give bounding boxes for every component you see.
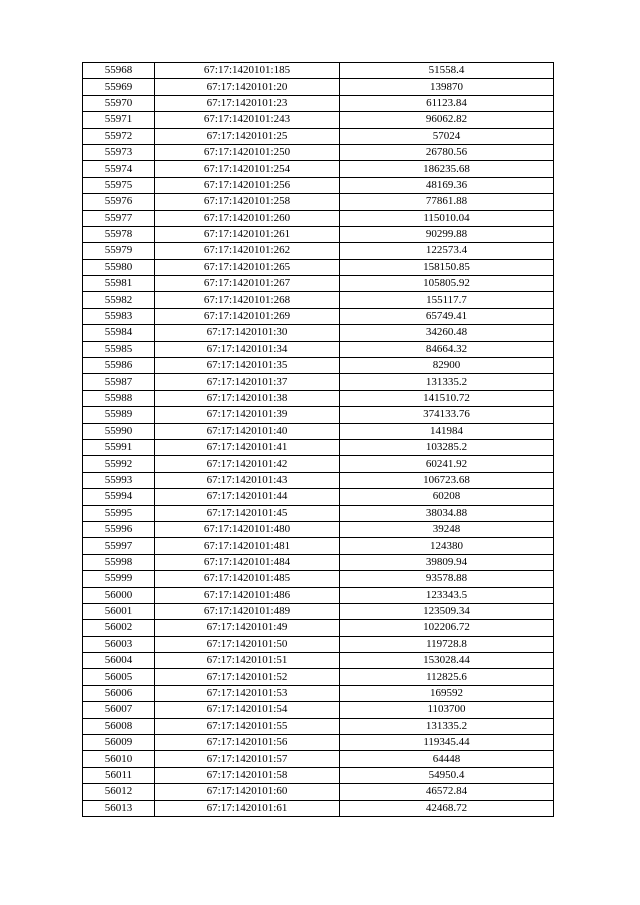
row-number-cell: 56010 xyxy=(83,751,155,767)
table-row xyxy=(83,407,554,423)
value-cell: 90299.88 xyxy=(340,226,554,242)
row-number-cell: 56000 xyxy=(83,587,155,603)
table-row xyxy=(83,636,554,652)
value-cell: 64448 xyxy=(340,751,554,767)
value-cell: 139870 xyxy=(340,79,554,95)
cadastral-number-cell: 67:17:1420101:54 xyxy=(155,702,340,718)
value-cell: 34260.48 xyxy=(340,325,554,341)
value-cell: 374133.76 xyxy=(340,407,554,423)
cadastral-number-cell: 67:17:1420101:56 xyxy=(155,735,340,751)
table-row xyxy=(83,144,554,160)
cadastral-number-cell: 67:17:1420101:480 xyxy=(155,521,340,537)
table-row xyxy=(83,325,554,341)
table-row xyxy=(83,161,554,177)
cadastral-number-cell: 67:17:1420101:185 xyxy=(155,63,340,79)
cadastral-number-cell: 67:17:1420101:489 xyxy=(155,603,340,619)
table-row xyxy=(83,63,554,79)
cadastral-number-cell: 67:17:1420101:37 xyxy=(155,374,340,390)
value-cell: 57024 xyxy=(340,128,554,144)
value-cell: 105805.92 xyxy=(340,276,554,292)
value-cell: 131335.2 xyxy=(340,718,554,734)
table-row xyxy=(83,439,554,455)
value-cell: 119345.44 xyxy=(340,735,554,751)
value-cell: 39248 xyxy=(340,521,554,537)
row-number-cell: 55970 xyxy=(83,95,155,111)
value-cell: 46572.84 xyxy=(340,784,554,800)
cadastral-number-cell: 67:17:1420101:269 xyxy=(155,308,340,324)
cadastral-number-cell: 67:17:1420101:44 xyxy=(155,489,340,505)
value-cell: 60208 xyxy=(340,489,554,505)
value-cell: 155117.7 xyxy=(340,292,554,308)
table-row xyxy=(83,735,554,751)
row-number-cell: 55982 xyxy=(83,292,155,308)
row-number-cell: 55990 xyxy=(83,423,155,439)
table-row xyxy=(83,538,554,554)
row-number-cell: 55976 xyxy=(83,194,155,210)
row-number-cell: 56009 xyxy=(83,735,155,751)
cadastral-number-cell: 67:17:1420101:45 xyxy=(155,505,340,521)
cadastral-number-cell: 67:17:1420101:260 xyxy=(155,210,340,226)
cadastral-number-cell: 67:17:1420101:481 xyxy=(155,538,340,554)
row-number-cell: 55974 xyxy=(83,161,155,177)
cadastral-number-cell: 67:17:1420101:60 xyxy=(155,784,340,800)
table-row xyxy=(83,702,554,718)
row-number-cell: 56006 xyxy=(83,685,155,701)
cadastral-number-cell: 67:17:1420101:261 xyxy=(155,226,340,242)
row-number-cell: 55977 xyxy=(83,210,155,226)
cadastral-number-cell: 67:17:1420101:38 xyxy=(155,390,340,406)
cadastral-number-cell: 67:17:1420101:486 xyxy=(155,587,340,603)
cadastral-number-cell: 67:17:1420101:256 xyxy=(155,177,340,193)
row-number-cell: 55991 xyxy=(83,439,155,455)
row-number-cell: 56001 xyxy=(83,603,155,619)
row-number-cell: 56013 xyxy=(83,800,155,816)
row-number-cell: 55997 xyxy=(83,538,155,554)
value-cell: 65749.41 xyxy=(340,308,554,324)
table-row xyxy=(83,587,554,603)
cadastral-number-cell: 67:17:1420101:43 xyxy=(155,472,340,488)
table-row xyxy=(83,308,554,324)
cadastral-value-table xyxy=(82,62,554,817)
value-cell: 96062.82 xyxy=(340,112,554,128)
row-number-cell: 56002 xyxy=(83,620,155,636)
row-number-cell: 55971 xyxy=(83,112,155,128)
cadastral-number-cell: 67:17:1420101:35 xyxy=(155,358,340,374)
row-number-cell: 55994 xyxy=(83,489,155,505)
value-cell: 26780.56 xyxy=(340,144,554,160)
cadastral-number-cell: 67:17:1420101:30 xyxy=(155,325,340,341)
cadastral-number-cell: 67:17:1420101:39 xyxy=(155,407,340,423)
cadastral-number-cell: 67:17:1420101:23 xyxy=(155,95,340,111)
cadastral-number-cell: 67:17:1420101:40 xyxy=(155,423,340,439)
table-row xyxy=(83,341,554,357)
value-cell: 131335.2 xyxy=(340,374,554,390)
table-row xyxy=(83,243,554,259)
value-cell: 61123.84 xyxy=(340,95,554,111)
row-number-cell: 55968 xyxy=(83,63,155,79)
row-number-cell: 55987 xyxy=(83,374,155,390)
table-body xyxy=(83,63,554,817)
row-number-cell: 56008 xyxy=(83,718,155,734)
table-row xyxy=(83,128,554,144)
cadastral-number-cell: 67:17:1420101:55 xyxy=(155,718,340,734)
cadastral-number-cell: 67:17:1420101:51 xyxy=(155,653,340,669)
value-cell: 141510.72 xyxy=(340,390,554,406)
cadastral-number-cell: 67:17:1420101:485 xyxy=(155,571,340,587)
cadastral-number-cell: 67:17:1420101:50 xyxy=(155,636,340,652)
cadastral-number-cell: 67:17:1420101:25 xyxy=(155,128,340,144)
table-row xyxy=(83,489,554,505)
row-number-cell: 55983 xyxy=(83,308,155,324)
value-cell: 84664.32 xyxy=(340,341,554,357)
table-row xyxy=(83,292,554,308)
cadastral-number-cell: 67:17:1420101:49 xyxy=(155,620,340,636)
cadastral-number-cell: 67:17:1420101:250 xyxy=(155,144,340,160)
cadastral-number-cell: 67:17:1420101:52 xyxy=(155,669,340,685)
row-number-cell: 55984 xyxy=(83,325,155,341)
value-cell: 119728.8 xyxy=(340,636,554,652)
row-number-cell: 55979 xyxy=(83,243,155,259)
value-cell: 122573.4 xyxy=(340,243,554,259)
row-number-cell: 55996 xyxy=(83,521,155,537)
cadastral-number-cell: 67:17:1420101:20 xyxy=(155,79,340,95)
cadastral-number-cell: 67:17:1420101:243 xyxy=(155,112,340,128)
table-row xyxy=(83,390,554,406)
value-cell: 123343.5 xyxy=(340,587,554,603)
row-number-cell: 55973 xyxy=(83,144,155,160)
row-number-cell: 55989 xyxy=(83,407,155,423)
row-number-cell: 55992 xyxy=(83,456,155,472)
row-number-cell: 55969 xyxy=(83,79,155,95)
table-row xyxy=(83,620,554,636)
cadastral-number-cell: 67:17:1420101:265 xyxy=(155,259,340,275)
table-row xyxy=(83,194,554,210)
table-row xyxy=(83,603,554,619)
cadastral-number-cell: 67:17:1420101:41 xyxy=(155,439,340,455)
value-cell: 38034.88 xyxy=(340,505,554,521)
row-number-cell: 56004 xyxy=(83,653,155,669)
value-cell: 54950.4 xyxy=(340,767,554,783)
value-cell: 102206.72 xyxy=(340,620,554,636)
row-number-cell: 55988 xyxy=(83,390,155,406)
row-number-cell: 55999 xyxy=(83,571,155,587)
table-row xyxy=(83,751,554,767)
row-number-cell: 56011 xyxy=(83,767,155,783)
value-cell: 106723.68 xyxy=(340,472,554,488)
table-row xyxy=(83,210,554,226)
cadastral-number-cell: 67:17:1420101:262 xyxy=(155,243,340,259)
value-cell: 115010.04 xyxy=(340,210,554,226)
cadastral-number-cell: 67:17:1420101:57 xyxy=(155,751,340,767)
table-row xyxy=(83,79,554,95)
table-row xyxy=(83,112,554,128)
table-row xyxy=(83,226,554,242)
table-row xyxy=(83,456,554,472)
value-cell: 39809.94 xyxy=(340,554,554,570)
cadastral-number-cell: 67:17:1420101:254 xyxy=(155,161,340,177)
value-cell: 112825.6 xyxy=(340,669,554,685)
table-row xyxy=(83,784,554,800)
value-cell: 103285.2 xyxy=(340,439,554,455)
cadastral-number-cell: 67:17:1420101:58 xyxy=(155,767,340,783)
row-number-cell: 56003 xyxy=(83,636,155,652)
table-row xyxy=(83,95,554,111)
value-cell: 42468.72 xyxy=(340,800,554,816)
table-row xyxy=(83,718,554,734)
row-number-cell: 55980 xyxy=(83,259,155,275)
table-row xyxy=(83,685,554,701)
table-row xyxy=(83,374,554,390)
value-cell: 1103700 xyxy=(340,702,554,718)
value-cell: 93578.88 xyxy=(340,571,554,587)
cadastral-number-cell: 67:17:1420101:42 xyxy=(155,456,340,472)
table-row xyxy=(83,177,554,193)
table-row xyxy=(83,358,554,374)
value-cell: 158150.85 xyxy=(340,259,554,275)
table-row xyxy=(83,571,554,587)
row-number-cell: 55998 xyxy=(83,554,155,570)
table-row xyxy=(83,276,554,292)
row-number-cell: 56007 xyxy=(83,702,155,718)
value-cell: 77861.88 xyxy=(340,194,554,210)
row-number-cell: 55972 xyxy=(83,128,155,144)
row-number-cell: 55986 xyxy=(83,358,155,374)
value-cell: 141984 xyxy=(340,423,554,439)
row-number-cell: 55995 xyxy=(83,505,155,521)
cadastral-number-cell: 67:17:1420101:258 xyxy=(155,194,340,210)
value-cell: 123509.34 xyxy=(340,603,554,619)
row-number-cell: 55981 xyxy=(83,276,155,292)
value-cell: 48169.36 xyxy=(340,177,554,193)
row-number-cell: 55978 xyxy=(83,226,155,242)
value-cell: 124380 xyxy=(340,538,554,554)
value-cell: 169592 xyxy=(340,685,554,701)
cadastral-number-cell: 67:17:1420101:61 xyxy=(155,800,340,816)
table-row xyxy=(83,669,554,685)
cadastral-number-cell: 67:17:1420101:53 xyxy=(155,685,340,701)
value-cell: 153028.44 xyxy=(340,653,554,669)
cadastral-number-cell: 67:17:1420101:267 xyxy=(155,276,340,292)
table-row xyxy=(83,472,554,488)
value-cell: 60241.92 xyxy=(340,456,554,472)
table-row xyxy=(83,800,554,816)
table-row xyxy=(83,505,554,521)
table-row xyxy=(83,521,554,537)
table-row xyxy=(83,259,554,275)
row-number-cell: 55985 xyxy=(83,341,155,357)
row-number-cell: 56012 xyxy=(83,784,155,800)
value-cell: 82900 xyxy=(340,358,554,374)
table-row xyxy=(83,423,554,439)
table-row xyxy=(83,653,554,669)
table-row xyxy=(83,767,554,783)
row-number-cell: 55993 xyxy=(83,472,155,488)
row-number-cell: 56005 xyxy=(83,669,155,685)
table-row xyxy=(83,554,554,570)
value-cell: 186235.68 xyxy=(340,161,554,177)
value-cell: 51558.4 xyxy=(340,63,554,79)
cadastral-number-cell: 67:17:1420101:484 xyxy=(155,554,340,570)
row-number-cell: 55975 xyxy=(83,177,155,193)
cadastral-number-cell: 67:17:1420101:34 xyxy=(155,341,340,357)
cadastral-number-cell: 67:17:1420101:268 xyxy=(155,292,340,308)
